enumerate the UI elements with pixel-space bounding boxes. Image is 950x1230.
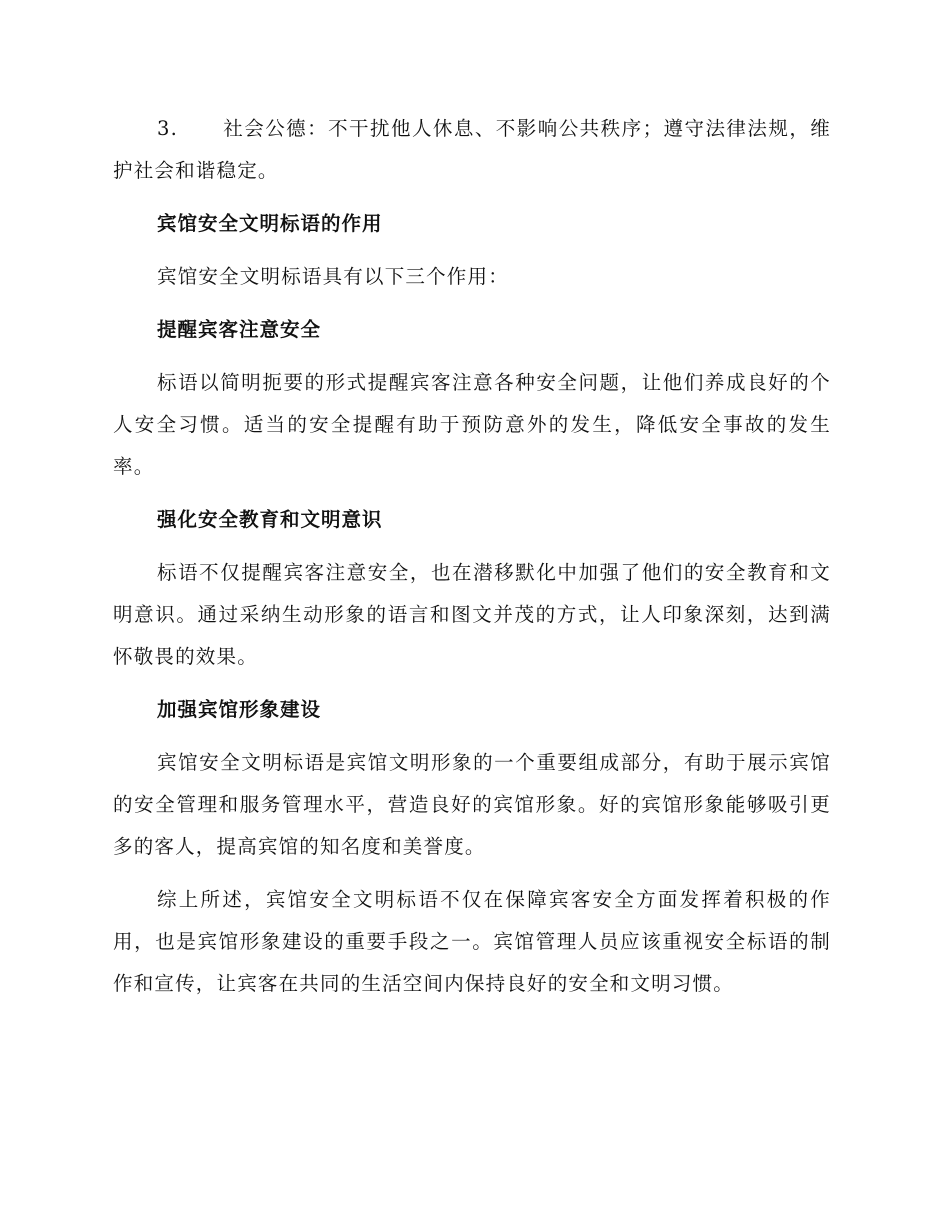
- list-item-number: 3.: [157, 117, 179, 140]
- subheading-education: 强化安全教育和文明意识: [157, 508, 383, 531]
- paragraph-remind-safety: 标语以简明扼要的形式提醒宾客注意各种安全问题，让他们养成良好的个人安全习惯。适当的安全提醒有助于预防意外的发生，降低安全事故的发生率。: [113, 371, 831, 478]
- conclusion-paragraph: 综上所述，宾馆安全文明标语不仅在保障宾客安全方面发挥着积极的作用，也是宾馆形象建设的重要手段之一。宾馆管理人员应该重视安全标语的制作和宣传，让宾客在共同的生活空间内保持良好的安全和文明习惯。: [113, 888, 831, 995]
- paragraph-education: 标语不仅提醒宾客注意安全，也在潜移默化中加强了他们的安全教育和文明意识。通过采纳生动形象的语言和图文并茂的方式，让人印象深刻，达到满怀敬畏的效果。: [113, 561, 831, 668]
- list-item-3: [113, 108, 831, 192]
- intro-paragraph: 宾馆安全文明标语具有以下三个作用：: [157, 265, 509, 288]
- subheading-image-building: 加强宾馆形象建设: [157, 698, 322, 721]
- section-title: 宾馆安全文明标语的作用: [157, 212, 383, 235]
- subheading-remind-safety: 提醒宾客注意安全: [157, 318, 322, 341]
- paragraph-image-building: 宾馆安全文明标语是宾馆文明形象的一个重要组成部分，有助于展示宾馆的安全管理和服务管理水平，营造良好的宾馆形象。好的宾馆形象能够吸引更多的客人，提高宾馆的知名度和美誉度。: [113, 751, 831, 858]
- list-item-text: 社会公德：不干扰他人休息、不影响公共秩序；遵守法律法规，维护社会和谐稳定。: [113, 117, 831, 182]
- document-body: [113, 108, 831, 1005]
